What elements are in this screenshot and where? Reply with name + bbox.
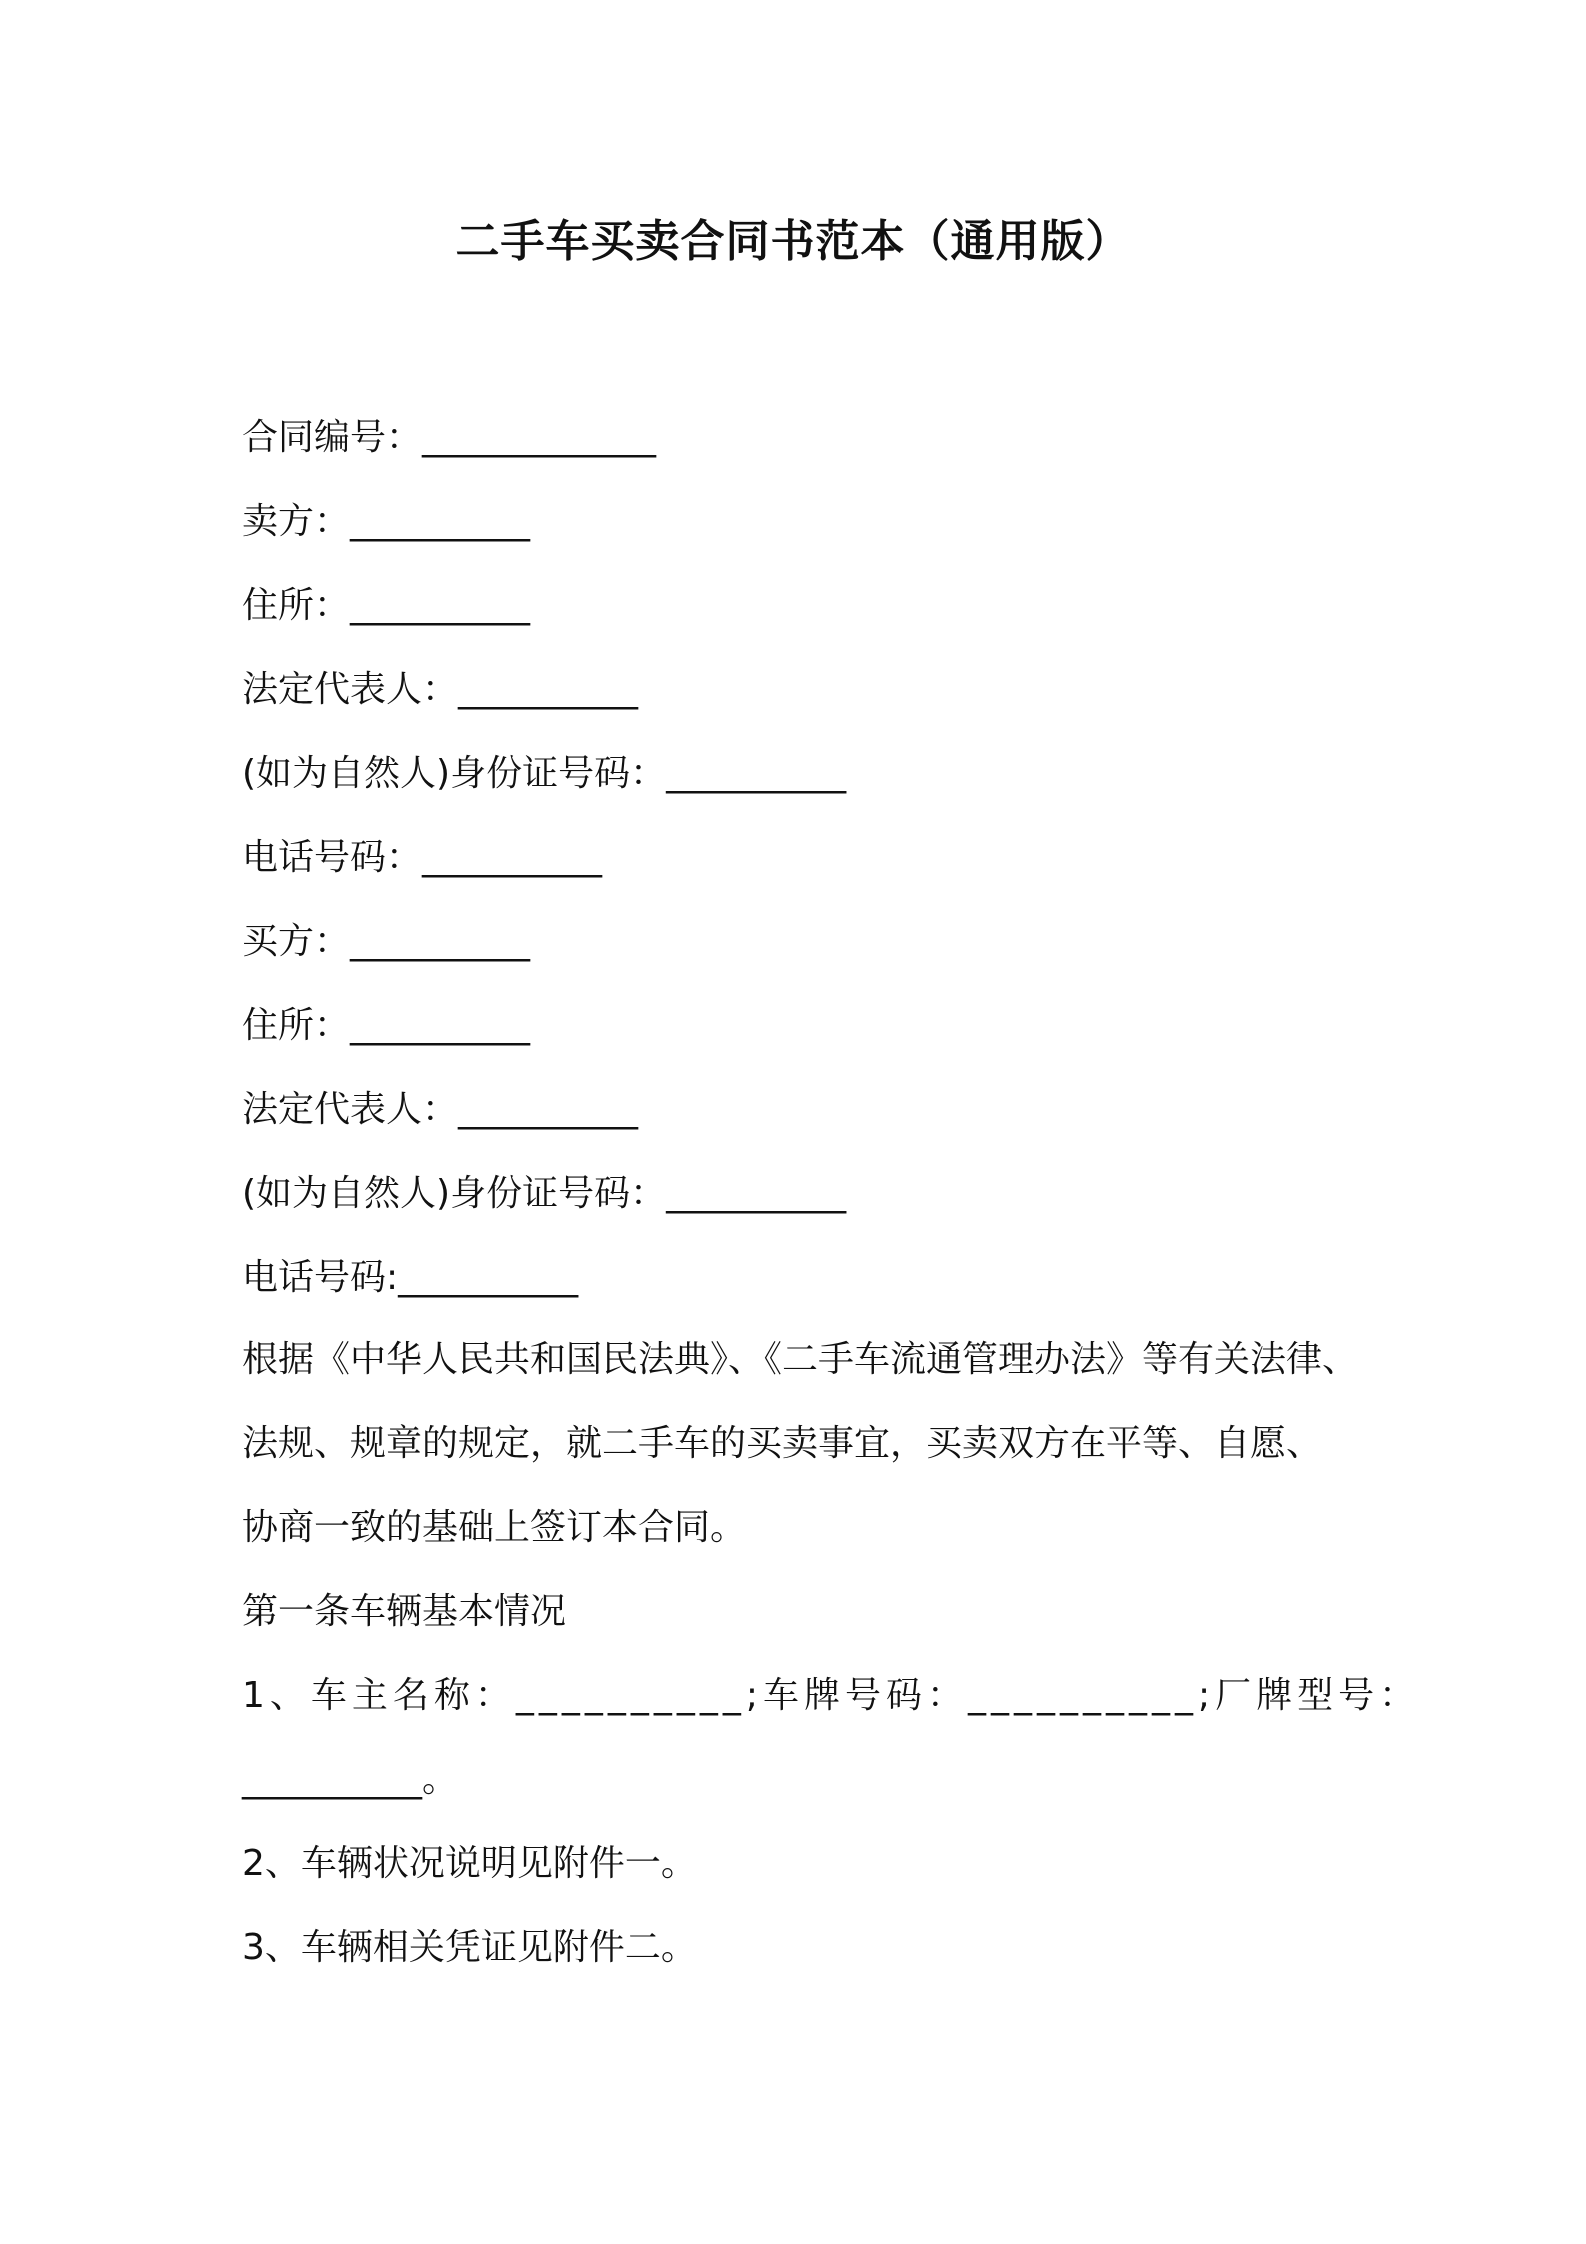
clause-2-line: 2、车辆状况说明见附件一。 (242, 1843, 697, 1884)
preamble-line-1: 根据《中华人民共和国民法典》、《二手车流通管理办法》等有关法律、 (242, 1339, 1359, 1380)
article-1-heading: 第一条车辆基本情况 (242, 1591, 567, 1632)
seller-id-number-line: (如为自然人)身份证号码：__________ (242, 753, 847, 794)
buyer-legal-rep-line: 法定代表人：__________ (242, 1089, 639, 1130)
seller-address-line: 住所：__________ (242, 585, 531, 626)
seller-line: 卖方：__________ (242, 501, 531, 542)
seller-phone-line: 电话号码：__________ (242, 837, 603, 878)
clause-3-line: 3、车辆相关凭证见附件二。 (242, 1927, 697, 1968)
preamble-line-3: 协商一致的基础上签订本合同。 (242, 1507, 747, 1548)
buyer-phone-line: 电话号码:__________ (242, 1257, 579, 1298)
buyer-id-number-line: (如为自然人)身份证号码：__________ (242, 1173, 847, 1214)
preamble-line-2: 法规、规章的规定，就二手车的买卖事宜，买卖双方在平等、自愿、 (242, 1423, 1323, 1464)
seller-legal-rep-line: 法定代表人：__________ (242, 669, 639, 710)
clause-1-line-1: 1、车主名称：__________;车牌号码：__________;厂牌型号： (242, 1675, 1421, 1716)
clause-1-line-2: __________。 (242, 1759, 459, 1800)
contract-number-line: 合同编号：_____________ (242, 417, 657, 458)
document-title: 二手车买卖合同书范本（通用版） (455, 216, 1131, 267)
buyer-line: 买方：__________ (242, 921, 531, 962)
buyer-address-line: 住所：__________ (242, 1005, 531, 1046)
